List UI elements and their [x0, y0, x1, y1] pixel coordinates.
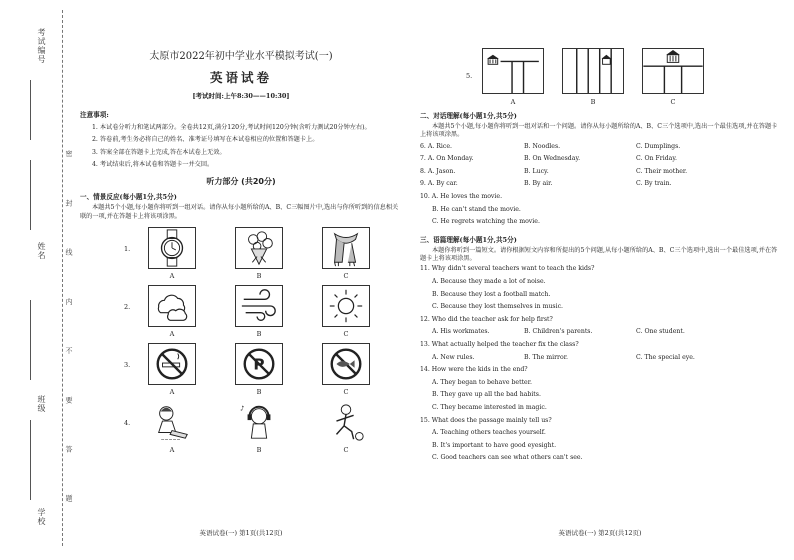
- museum-right-icon[interactable]: [642, 48, 704, 94]
- option-b[interactable]: B. On Wednesday.: [524, 155, 581, 163]
- question-number: 5.: [466, 72, 473, 80]
- question-11-option-a[interactable]: A. Because they made a lot of noise.: [432, 277, 546, 285]
- question-7: [420, 155, 780, 168]
- option-c[interactable]: C. One student.: [636, 328, 685, 336]
- question-14: 14. How were the kids in the end?: [420, 366, 528, 374]
- question-4: [80, 401, 402, 459]
- option-b[interactable]: B. Noodles.: [524, 142, 561, 150]
- page-footer: 英语试卷(一) 第1页(共12页): [199, 529, 283, 538]
- option-c[interactable]: C. Dumplings.: [636, 142, 681, 150]
- school-blank[interactable]: [30, 420, 31, 500]
- option-b: B: [590, 98, 596, 106]
- exam-title: 太原市2022年初中学业水平模拟考试(一): [149, 51, 333, 62]
- no-fishing-icon[interactable]: [322, 343, 370, 385]
- exam-no-blank[interactable]: [30, 80, 31, 140]
- watch-icon[interactable]: [148, 227, 196, 269]
- no-smoking-icon[interactable]: [148, 343, 196, 385]
- option-c: C: [670, 98, 676, 106]
- notes-heading: 注意事项:: [80, 111, 109, 120]
- section3-instruction: 本题你将听到一篇短文。请你根据短文内容和所提出的5个问题,从每小题所给的A、B、C三个选项中,选出一个最佳选项,并在答题卡上将该项涂黑。: [420, 246, 778, 263]
- option-a[interactable]: 9. A. By car.: [420, 180, 458, 188]
- name-label: 姓名: [37, 242, 46, 260]
- sun-icon[interactable]: [322, 285, 370, 327]
- option-a: A: [510, 98, 516, 106]
- option-b: B: [256, 329, 262, 338]
- question-13: 13. What actually helped the teacher fix the class?: [420, 340, 579, 348]
- option-a[interactable]: A. His workmates.: [432, 328, 490, 336]
- section2-instruction: 本题共5个小题,每小题你将听到一组对话和一个问题。请你从每小题所给的A、B、C三个选项中,选出一个最佳选项,并在答题卡上将该项涂黑。: [420, 122, 778, 139]
- museum-left-icon[interactable]: [482, 48, 544, 94]
- seal-line-text: 密 封 线 内 不 要 答 题: [65, 150, 73, 522]
- option-a: A: [169, 445, 175, 454]
- cloud-icon[interactable]: [148, 285, 196, 327]
- question-13-options: [420, 354, 780, 367]
- question-10-option-a[interactable]: 10. A. He loves the movie.: [420, 192, 503, 200]
- option-a[interactable]: 7. A. On Monday.: [420, 155, 474, 163]
- question-10-option-c[interactable]: C. He regrets watching the movie.: [432, 218, 540, 226]
- exam-time: [考试时间:上午8:30——10:30]: [192, 92, 290, 101]
- question-14-option-a[interactable]: A. They began to behave better.: [432, 378, 532, 386]
- option-c: C: [343, 445, 349, 454]
- question-9: [420, 180, 780, 193]
- question-14-option-c[interactable]: C. They became interested in magic.: [432, 403, 547, 411]
- question-15-option-a[interactable]: A. Teaching others teaches yourself.: [432, 429, 546, 437]
- section2-heading: 二、对话理解(每小题1分,共5分): [420, 112, 517, 120]
- question-12-options: [420, 328, 780, 341]
- option-c: C: [343, 271, 349, 280]
- question-11-option-c[interactable]: C. Because they lost themselves in music.: [432, 303, 564, 311]
- option-a: A: [169, 329, 175, 338]
- option-c: C: [343, 387, 349, 396]
- option-a[interactable]: A. New rules.: [432, 353, 475, 361]
- question-1: [80, 227, 402, 285]
- paper-subtitle: 英语试卷: [209, 69, 272, 85]
- option-b: B: [256, 387, 262, 396]
- option-c[interactable]: C. Their mother.: [636, 167, 688, 175]
- question-number: 1.: [124, 244, 131, 253]
- picture-questions: [80, 227, 402, 462]
- museum-middle-icon[interactable]: [562, 48, 624, 94]
- note-2: 2. 答卷前,考生务必将自己的姓名、准考证号填写在本试卷相应的位置和答题卡上。: [92, 136, 319, 144]
- question-15-option-b[interactable]: B. It's important to have good eyesight.: [432, 441, 557, 449]
- option-c[interactable]: C. On Friday.: [636, 155, 677, 163]
- music-icon[interactable]: [235, 401, 283, 443]
- question-8: [420, 168, 780, 181]
- section1-heading: 一、情景反应(每小题1分,共5分): [80, 193, 177, 202]
- option-a[interactable]: 6. A. Rice.: [420, 142, 453, 150]
- no-parking-icon[interactable]: [235, 343, 283, 385]
- option-b[interactable]: B. Children's parents.: [524, 328, 593, 336]
- note-1: 1. 本试卷分听力和笔试两部分。全卷共12页,满分120分,考试时间120分钟(含听力测试20分钟左右)。: [92, 124, 371, 132]
- question-5: [420, 48, 780, 108]
- exam-no-label: 考试编号: [37, 28, 46, 64]
- wind-icon[interactable]: [235, 285, 283, 327]
- listening-part-title: 听力部分 (共20分): [206, 177, 276, 187]
- svg-text:P: P: [253, 355, 265, 374]
- name-blank[interactable]: [30, 160, 31, 230]
- svg-text:♪: ♪: [239, 404, 245, 413]
- page-1: [80, 0, 402, 560]
- option-c[interactable]: C. By train.: [636, 180, 672, 188]
- question-11: 11. Why didn't several teachers want to teach the kids?: [420, 265, 595, 273]
- note-4: 4. 考试结束后,将本试卷和答题卡一并交回。: [92, 161, 214, 169]
- question-number: 3.: [124, 360, 131, 369]
- option-a[interactable]: 8. A. Jason.: [420, 167, 456, 175]
- reading-icon[interactable]: [148, 401, 196, 443]
- page-footer: 英语试卷(一) 第2页(共12页): [558, 529, 642, 538]
- note-3: 3. 答案全部在答题卡上完成,答在本试卷上无效。: [92, 148, 226, 156]
- svg-text:~~~~~: ~~~~~: [160, 437, 181, 442]
- flowers-icon[interactable]: [235, 227, 283, 269]
- question-number: 4.: [124, 418, 131, 427]
- binding-margin: [0, 0, 74, 560]
- option-b[interactable]: B. The mirror.: [524, 353, 568, 361]
- option-c[interactable]: C. The special eye.: [636, 353, 695, 361]
- option-b: B: [256, 445, 262, 454]
- class-label: 班级: [37, 395, 46, 413]
- option-b[interactable]: B. By air.: [524, 180, 553, 188]
- option-b: B: [256, 271, 262, 280]
- running-icon[interactable]: [322, 401, 370, 443]
- question-2: [80, 285, 402, 343]
- question-6: [420, 143, 780, 156]
- question-15: 15. What does the passage mainly tell us?: [420, 416, 552, 424]
- page-2: [420, 0, 780, 560]
- question-11-option-b[interactable]: B. Because they lost a football match.: [432, 290, 551, 298]
- question-10-option-b[interactable]: B. He can't stand the movie.: [432, 205, 521, 213]
- school-label: 学校: [37, 508, 46, 526]
- question-15-option-c[interactable]: C. Good teachers can see what others can't see.: [432, 454, 583, 462]
- question-number: 2.: [124, 302, 131, 311]
- option-a: A: [169, 271, 175, 280]
- section3-heading: 三、语篇理解(每小题1分,共5分): [420, 235, 517, 244]
- class-blank[interactable]: [30, 300, 31, 380]
- section1-instruction: 本题共5个小题,每小题你将听到一组对话。请你从每小题所给的A、B、C三幅图片中,选出与你所听到的信息相关联的一项,并在答题卡上将该项涂黑。: [80, 204, 399, 220]
- option-c: C: [343, 329, 349, 338]
- option-b[interactable]: B. Lucy.: [524, 167, 549, 175]
- seal-dashed-line: [62, 10, 63, 546]
- scarf-icon[interactable]: [322, 227, 370, 269]
- option-a: A: [169, 387, 175, 396]
- question-14-option-b[interactable]: B. They gave up all the bad habits.: [432, 391, 541, 399]
- question-12: 12. Who did the teacher ask for help first?: [420, 315, 553, 323]
- question-3: [80, 343, 402, 401]
